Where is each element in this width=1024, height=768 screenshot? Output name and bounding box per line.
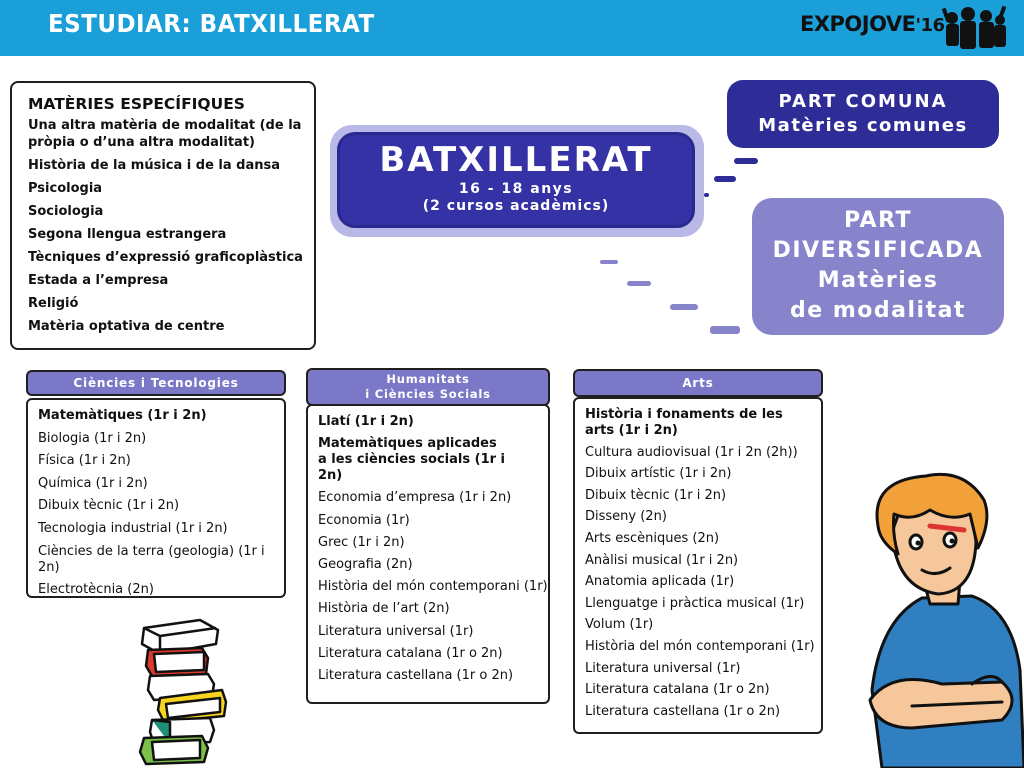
connector-dash [734,158,758,164]
especifiques-item: Matèria optativa de centre [28,319,225,334]
ciencies-item: Electrotècnia (2n) [38,582,154,598]
arts-item: Volum (1r) [585,617,654,633]
ciencies-item: Tecnologia industrial (1r i 2n) [38,520,228,536]
ciencies-header: Ciències i Tecnologies [26,370,286,396]
part-comuna-box [727,80,999,148]
arts-item: Anatomia aplicada (1r) [585,574,735,590]
part-diversificada-line: PART [843,208,913,233]
especifiques-item: Estada a l’empresa [28,273,169,288]
part-diversificada-line: DIVERSIFICADA [772,238,984,263]
batxillerat-courses: (2 cursos acadèmics) [422,198,610,214]
connector-dash [714,176,736,182]
arts-item: Disseny (2n) [585,509,667,525]
arts-item: Literatura universal (1r) [585,660,741,676]
logo-text: EXPOJOVE [800,12,916,36]
arts-item: Literatura castellana (1r o 2n) [585,703,781,719]
especifiques-item: Una altra matèria de modalitat (de la pròpia o d’una altra modalitat) [28,118,302,150]
humanitats-header-line: Humanitats [386,372,470,386]
part-diversificada-line: Matèries [817,268,939,293]
connector-dash [704,193,709,197]
student-illustration [852,470,1024,768]
arts-item: Dibuix tècnic (1r i 2n) [585,487,727,503]
arts-item: Literatura catalana (1r o 2n) [585,682,770,698]
especifiques-title: MATÈRIES ESPECÍFIQUES [28,95,245,113]
expojove-logo [800,12,945,36]
humanitats-item: Matemàtiques aplicades a les ciències socials (1r i 2n) [318,436,506,484]
humanitats-box [306,404,550,704]
ciencies-item: Biologia (1r i 2n) [38,430,147,446]
ciencies-item: Matemàtiques (1r i 2n) [38,408,207,423]
arts-item: Anàlisi musical (1r i 2n) [585,552,739,568]
part-diversificada-line: de modalitat [790,298,966,323]
connector-dash [710,326,740,334]
humanitats-item: Economia (1r) [318,512,410,528]
page-title: ESTUDIAR: BATXILLERAT [48,9,375,38]
connector-dash [670,304,698,310]
logo-people-icon [942,4,1008,52]
ciencies-item: Dibuix tècnic (1r i 2n) [38,498,180,514]
batxillerat-title: BATXILLERAT [379,140,653,180]
especifiques-item: Segona llengua estrangera [28,227,227,242]
connector-dash [627,281,651,286]
humanitats-item: Història de l’art (2n) [318,601,450,617]
arts-item: Arts escèniques (2n) [585,530,720,546]
humanitats-item: Història del món contemporani (1r) [318,579,548,595]
arts-item: Història del món contemporani (1r) [585,638,815,654]
arts-item: Dibuix artístic (1r i 2n) [585,466,732,482]
especifiques-box [10,81,316,350]
connector-dash [600,260,618,264]
humanitats-header-line: i Ciències Socials [365,387,491,401]
especifiques-item: Història de la música i de la dansa [28,158,281,173]
ciencies-item: Ciències de la terra (geologia) (1r i 2n) [38,543,265,575]
arts-box [573,397,823,734]
humanitats-item: Literatura catalana (1r o 2n) [318,645,503,661]
ciencies-item: Química (1r i 2n) [38,475,148,491]
humanitats-item: Llatí (1r i 2n) [318,414,414,429]
batxillerat-age: 16 - 18 anys [458,181,574,197]
humanitats-header [306,368,550,406]
arts-item: Cultura audiovisual (1r i 2n (2h)) [585,444,798,460]
batxillerat-box [337,132,695,228]
humanitats-item: Literatura castellana (1r o 2n) [318,667,514,683]
humanitats-item: Economia d’empresa (1r i 2n) [318,490,512,506]
humanitats-item: Grec (1r i 2n) [318,534,405,550]
stack-of-books-icon [130,614,230,766]
especifiques-item: Religió [28,296,79,311]
part-comuna-title: PART COMUNA [778,91,948,112]
especifiques-item: Tècniques d’expressió graficoplàstica [28,250,303,265]
especifiques-item: Psicologia [28,181,103,196]
ciencies-box [26,398,286,598]
logo-year: '16 [915,15,945,36]
especifiques-item: Sociologia [28,204,104,219]
arts-item: Història i fonaments de les arts (1r i 2n) [585,407,783,438]
arts-header: Arts [573,369,823,397]
ciencies-item: Física (1r i 2n) [38,453,131,469]
part-diversificada-box [752,198,1004,335]
humanitats-item: Geografia (2n) [318,556,413,572]
humanitats-item: Literatura universal (1r) [318,623,474,639]
arts-item: Llenguatge i pràctica musical (1r) [585,595,805,611]
part-comuna-subtitle: Matèries comunes [758,115,968,136]
